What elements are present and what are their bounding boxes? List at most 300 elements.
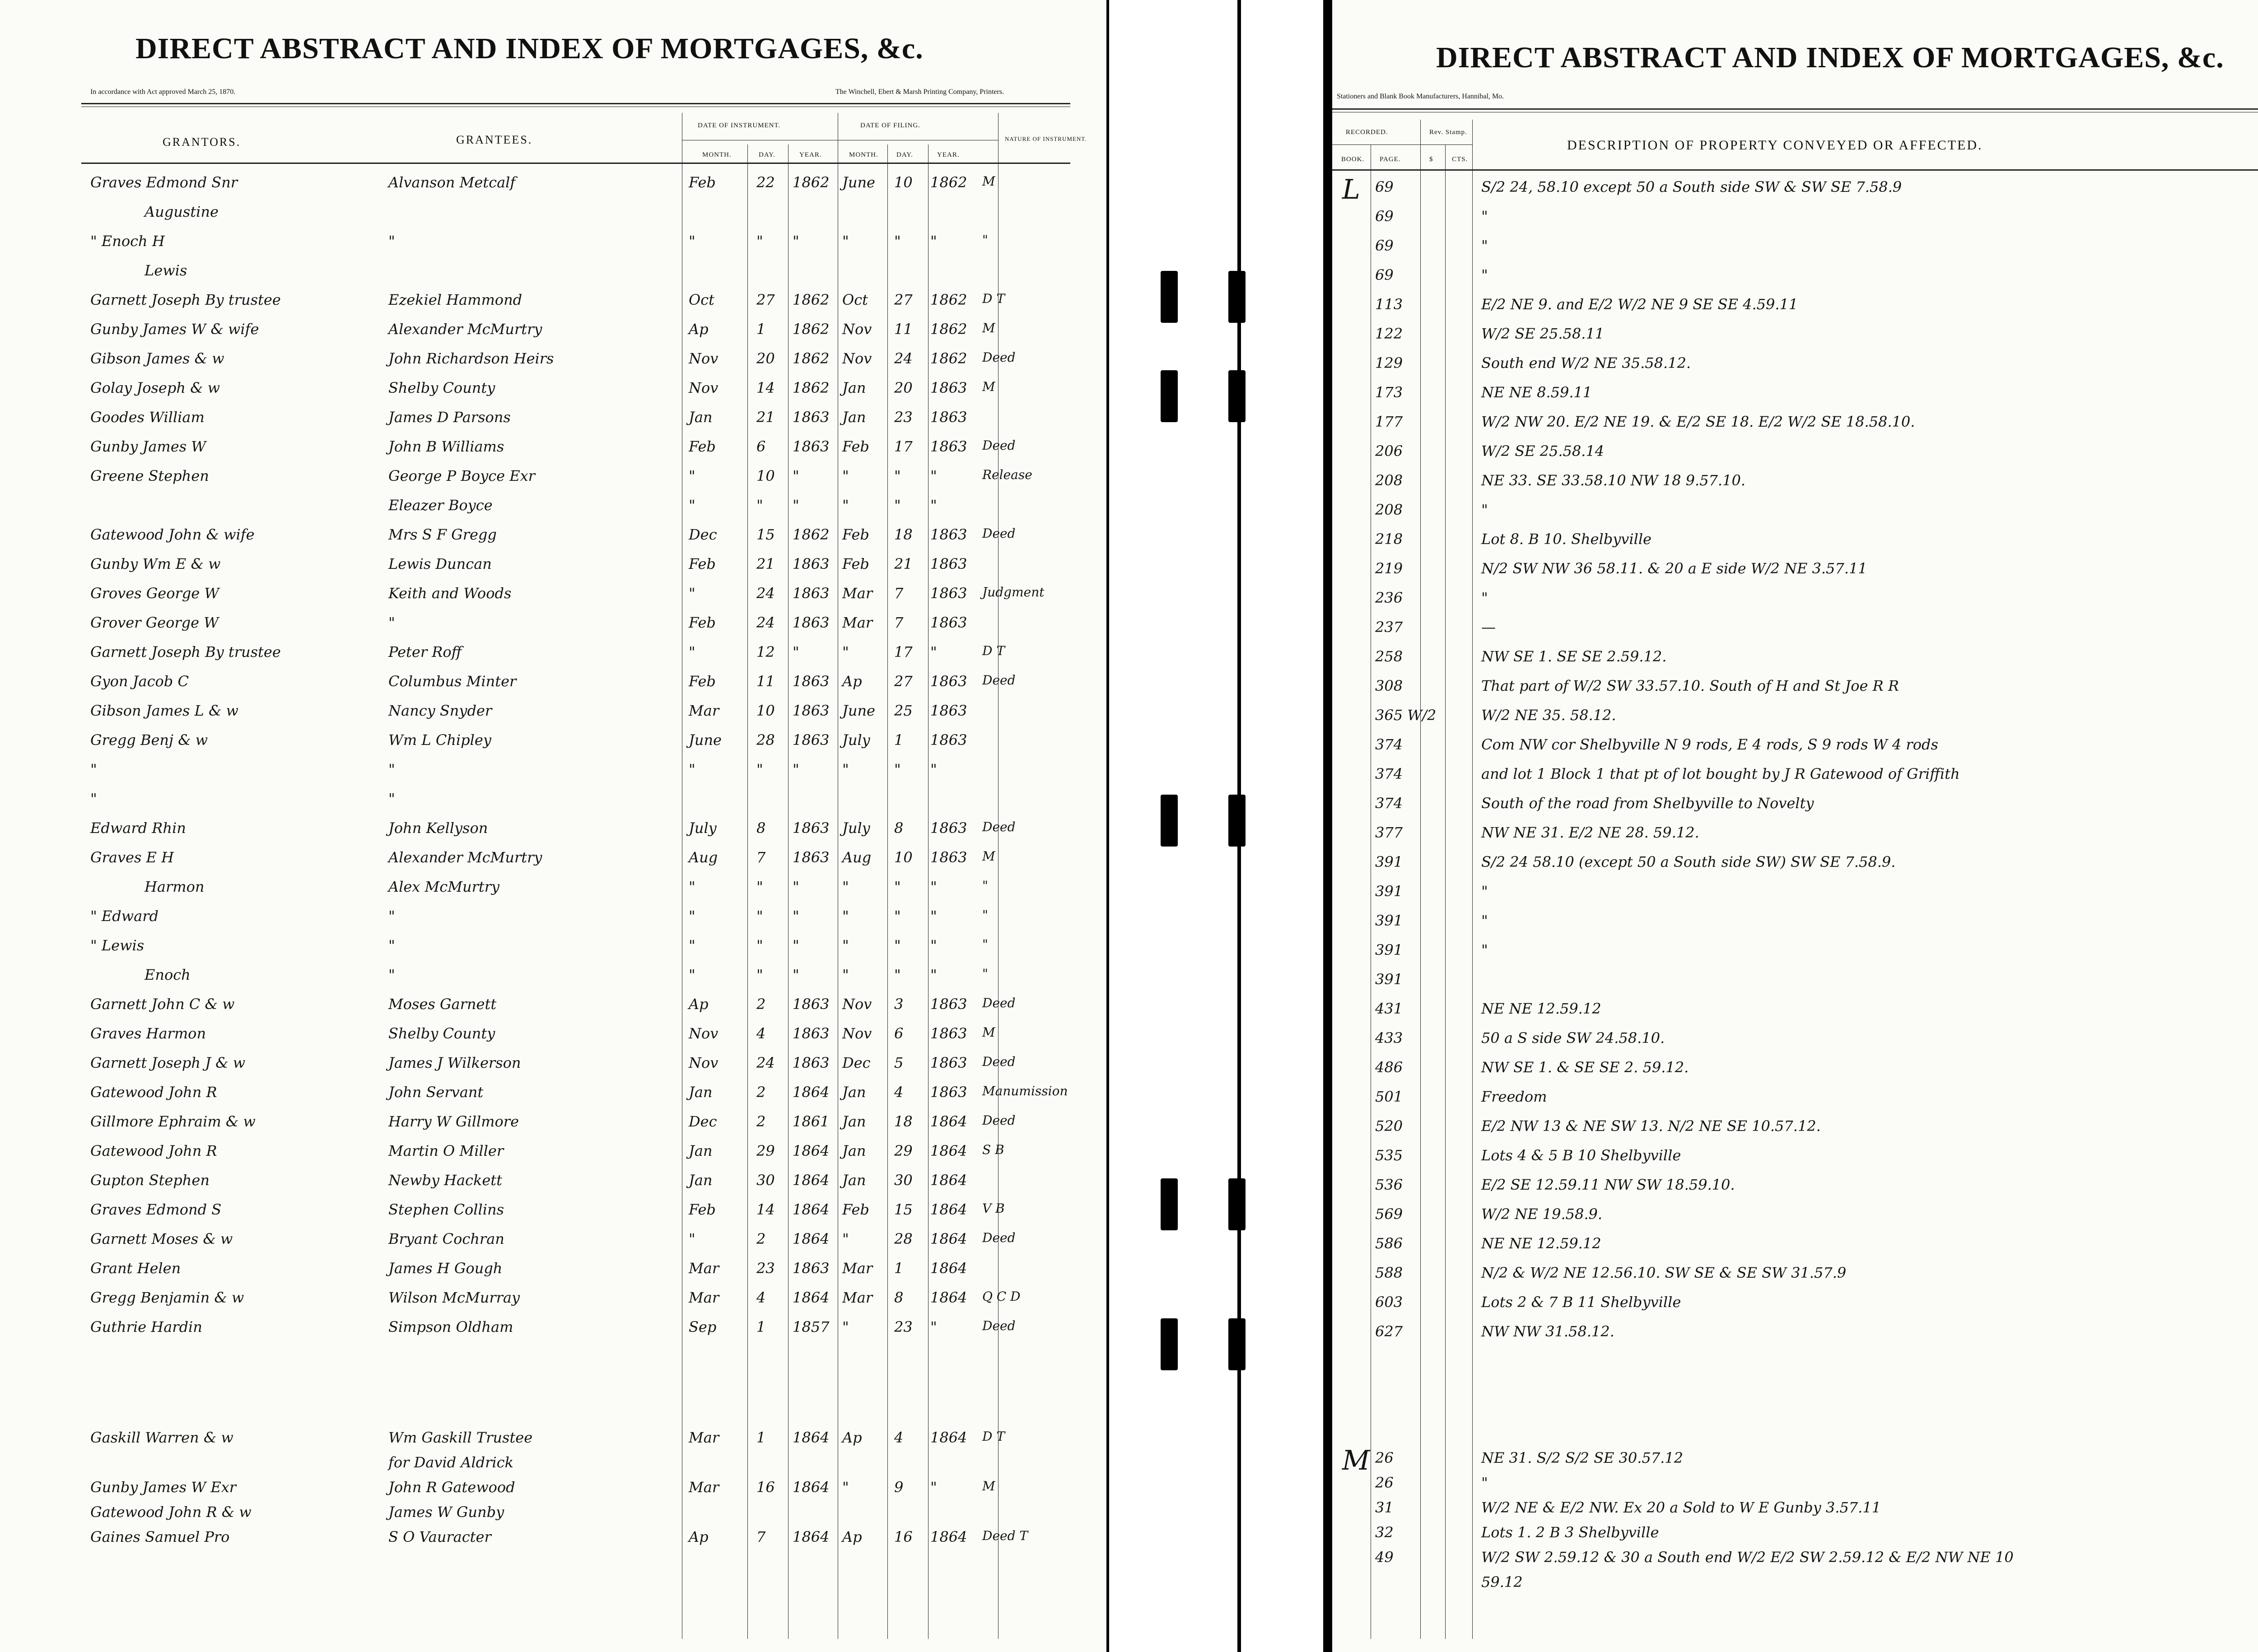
property-description-cell: " xyxy=(1481,883,1488,900)
instrument-day-cell: " xyxy=(756,966,763,983)
filing-day-cell: 23 xyxy=(894,409,913,426)
instrument-day-cell: 21 xyxy=(756,555,775,572)
filing-month-cell: Nov xyxy=(842,1025,872,1042)
instrument-day-cell: 1 xyxy=(756,1429,766,1446)
grantee-cell: James W Gunby xyxy=(388,1503,504,1521)
recorded-page-cell: 69 xyxy=(1375,266,1394,284)
instrument-month-cell: Jan xyxy=(689,1172,713,1189)
filing-day-cell: 20 xyxy=(894,379,913,396)
grantee-cell: Alexander McMurtry xyxy=(388,849,542,866)
instrument-month-cell: Jan xyxy=(689,1142,713,1159)
property-description-cell: W/2 NE & E/2 NW. Ex 20 a Sold to W E Gunby 3.57.11 xyxy=(1481,1499,1881,1516)
left-page-title: DIRECT ABSTRACT AND INDEX OF MORTGAGES, &c. xyxy=(135,32,924,65)
grantor-cell: Gatewood John & wife xyxy=(90,526,255,543)
instrument-day-cell: 10 xyxy=(756,467,775,484)
filing-day-cell: 1 xyxy=(894,1260,904,1277)
grantee-cell: Martin O Miller xyxy=(388,1142,504,1159)
instrument-day-cell: 12 xyxy=(756,643,775,661)
day-header: DAY. xyxy=(759,151,775,158)
recorded-page-cell: 122 xyxy=(1375,325,1403,342)
property-description-cell: Lots 2 & 7 B 11 Shelbyville xyxy=(1481,1294,1681,1311)
instrument-year-cell: 1863 xyxy=(793,673,830,690)
recorded-page-cell: 586 xyxy=(1375,1235,1403,1252)
instrument-day-cell: " xyxy=(756,761,763,778)
filing-month-cell: Dec xyxy=(842,1054,871,1071)
grantor-cell: Garnett Joseph By trustee xyxy=(90,643,281,661)
filing-month-cell: " xyxy=(842,966,849,983)
property-description-cell: and lot 1 Block 1 that pt of lot bought by J R Gatewood of Griffith xyxy=(1481,765,1960,782)
book-letter-l: L xyxy=(1342,174,1360,205)
instrument-day-cell: 20 xyxy=(756,350,775,367)
filing-month-cell: Feb xyxy=(842,438,869,455)
filing-year-cell: 1863 xyxy=(930,702,967,719)
grantee-cell: Eleazer Boyce xyxy=(388,497,493,514)
filing-year-cell: 1864 xyxy=(930,1528,967,1545)
filing-month-cell: Mar xyxy=(842,1260,873,1277)
filing-day-cell: 7 xyxy=(894,585,904,602)
grantee-cell: Mrs S F Gregg xyxy=(388,526,497,543)
property-description-cell: W/2 NW 20. E/2 NE 19. & E/2 SE 18. E/2 W/2 SE 18.58.10. xyxy=(1481,413,1915,430)
property-description-cell: " xyxy=(1481,501,1488,518)
instrument-year-cell: 1864 xyxy=(793,1479,830,1496)
property-description-cell: That part of W/2 SW 33.57.10. South of H and St Joe R R xyxy=(1481,677,1899,694)
instrument-day-cell: 24 xyxy=(756,614,775,631)
recorded-page-cell: 258 xyxy=(1375,648,1403,665)
grantee-cell: John Kellyson xyxy=(388,819,488,837)
year2-header: YEAR. xyxy=(937,151,960,158)
recorded-page-cell: 69 xyxy=(1375,237,1394,254)
instrument-day-cell: 14 xyxy=(756,379,775,396)
filing-month-cell: Jan xyxy=(842,379,866,396)
nature-cell: D T xyxy=(982,1429,1005,1444)
property-description-cell: " xyxy=(1481,266,1488,284)
property-description-cell: Com NW cor Shelbyville N 9 rods, E 4 rods, S 9 rods W 4 rods xyxy=(1481,736,1938,753)
instrument-year-cell: 1863 xyxy=(793,438,830,455)
grantee-cell: Lewis Duncan xyxy=(388,555,492,572)
instrument-day-cell: " xyxy=(756,497,763,514)
binding-hole xyxy=(1228,795,1246,847)
filing-year-cell: 1862 xyxy=(930,291,967,308)
property-description-cell: N/2 SW NW 36 58.11. & 20 a E side W/2 NE 3.57.11 xyxy=(1481,560,1867,577)
filing-month-cell: Feb xyxy=(842,555,869,572)
grantee-cell: " xyxy=(388,614,395,631)
recorded-page-cell: 391 xyxy=(1375,853,1403,870)
filing-day-cell: " xyxy=(894,497,901,514)
instrument-day-cell: 7 xyxy=(756,1528,766,1545)
property-description-cell: Lots 4 & 5 B 10 Shelbyville xyxy=(1481,1147,1681,1164)
instrument-day-cell: 27 xyxy=(756,291,775,308)
filing-month-cell: Feb xyxy=(842,526,869,543)
recorded-page-cell: 218 xyxy=(1375,531,1403,548)
nature-cell: M xyxy=(982,1479,995,1494)
filing-month-cell: Jan xyxy=(842,409,866,426)
filing-month-cell: Jan xyxy=(842,1113,866,1130)
filing-year-cell: 1863 xyxy=(930,731,967,749)
filing-day-cell: " xyxy=(894,937,901,954)
instrument-year-cell: 1864 xyxy=(793,1142,830,1159)
instrument-day-cell: 11 xyxy=(756,673,775,690)
instrument-month-cell: Nov xyxy=(689,1054,718,1071)
col-divider xyxy=(1472,120,1473,1639)
instrument-year-cell: 1863 xyxy=(793,849,830,866)
instrument-day-cell: 28 xyxy=(756,731,775,749)
grantee-cell: Shelby County xyxy=(388,379,495,396)
page-edge xyxy=(1106,0,1109,1652)
property-description-cell: W/2 SW 2.59.12 & 30 a South end W/2 E/2 SW 2.59.12 & E/2 NW NE 10 xyxy=(1481,1549,2014,1566)
filing-month-cell: Nov xyxy=(842,321,872,338)
filing-day-cell: 10 xyxy=(894,174,913,191)
property-description-cell: South of the road from Shelbyville to Novelty xyxy=(1481,795,1814,812)
filing-year-cell: " xyxy=(930,643,937,661)
page-header: PAGE. xyxy=(1380,156,1401,163)
grantee-cell: Peter Roff xyxy=(388,643,462,661)
filing-day-cell: 6 xyxy=(894,1025,904,1042)
binding-hole xyxy=(1161,370,1178,422)
instrument-month-cell: Feb xyxy=(689,614,716,631)
filing-month-cell: Mar xyxy=(842,1289,873,1306)
instrument-day-cell: " xyxy=(756,937,763,954)
instrument-year-cell: 1864 xyxy=(793,1230,830,1247)
instrument-month-cell: " xyxy=(689,233,695,250)
filing-year-cell: " xyxy=(930,878,937,895)
grantor-cell: " xyxy=(90,761,97,778)
instrument-day-cell: 16 xyxy=(756,1479,775,1496)
grantor-cell: Harmon xyxy=(145,878,205,895)
grantee-cell: Wm Gaskill Trustee xyxy=(388,1429,533,1446)
instrument-year-cell: 1862 xyxy=(793,174,830,191)
grantee-cell: Simpson Oldham xyxy=(388,1318,513,1336)
nature-cell: M xyxy=(982,849,995,864)
instrument-month-cell: " xyxy=(689,937,695,954)
property-description-cell: Lots 1. 2 B 3 Shelbyville xyxy=(1481,1524,1659,1541)
property-description-cell: NE NE 12.59.12 xyxy=(1481,1235,1601,1252)
binding-hole xyxy=(1161,1178,1178,1230)
instrument-day-cell: 24 xyxy=(756,585,775,602)
book-header: BOOK. xyxy=(1341,156,1365,163)
recorded-page-cell: 208 xyxy=(1375,472,1403,489)
nature-cell: Deed xyxy=(982,673,1016,688)
instrument-year-cell: 1863 xyxy=(793,1260,830,1277)
filing-month-cell: " xyxy=(842,878,849,895)
grantor-cell: Garnett Joseph By trustee xyxy=(90,291,281,308)
column-header-rule xyxy=(81,163,1070,164)
instrument-day-cell: 23 xyxy=(756,1260,775,1277)
book-letter-m: M xyxy=(1342,1445,1370,1476)
filing-month-cell: Ap xyxy=(842,673,862,690)
grantor-cell: Graves Edmond Snr xyxy=(90,174,238,191)
filing-year-cell: 1864 xyxy=(930,1113,967,1130)
grantee-cell: Stephen Collins xyxy=(388,1201,504,1218)
instrument-year-cell: 1864 xyxy=(793,1172,830,1189)
filing-day-cell: 23 xyxy=(894,1318,913,1336)
nature-cell: Deed T xyxy=(982,1528,1028,1543)
act-note: In accordance with Act approved March 25, 1870. xyxy=(90,88,236,96)
filing-year-cell: 1863 xyxy=(930,849,967,866)
nature-cell: Judgment xyxy=(982,585,1045,600)
recorded-page-cell: 569 xyxy=(1375,1205,1403,1223)
property-description-cell: NE 33. SE 33.58.10 NW 18 9.57.10. xyxy=(1481,472,1745,489)
instrument-year-cell: 1862 xyxy=(793,350,830,367)
recorded-page-cell: 433 xyxy=(1375,1029,1403,1047)
filing-month-cell: " xyxy=(842,643,849,661)
grantor-cell: Gibson James L & w xyxy=(90,702,238,719)
instrument-day-cell: " xyxy=(756,907,763,925)
nature-cell: " xyxy=(982,937,988,952)
instrument-day-cell: 14 xyxy=(756,1201,775,1218)
date-filing-header: DATE OF FILING. xyxy=(860,122,920,129)
property-description-cell: NW SE 1. & SE SE 2. 59.12. xyxy=(1481,1059,1689,1076)
instrument-month-cell: Feb xyxy=(689,1201,716,1218)
property-description-cell: W/2 NE 19.58.9. xyxy=(1481,1205,1603,1223)
instrument-month-cell: Feb xyxy=(689,555,716,572)
grantees-header: GRANTEES. xyxy=(456,133,533,146)
filing-day-cell: 27 xyxy=(894,291,913,308)
grantors-header: GRANTORS. xyxy=(163,135,241,149)
col-divider xyxy=(1420,120,1421,1639)
recorded-page-cell: 236 xyxy=(1375,589,1403,606)
grantor-cell: Guthrie Hardin xyxy=(90,1318,202,1336)
instrument-month-cell: Sep xyxy=(689,1318,717,1336)
filing-year-cell: " xyxy=(930,937,937,954)
filing-day-cell: 8 xyxy=(894,819,904,837)
filing-year-cell: 1864 xyxy=(930,1172,967,1189)
filing-day-cell: 8 xyxy=(894,1289,904,1306)
nature-cell: " xyxy=(982,878,988,893)
filing-month-cell: July xyxy=(842,819,870,837)
recorded-page-cell: 32 xyxy=(1375,1524,1394,1541)
instrument-month-cell: Dec xyxy=(689,526,717,543)
instrument-month-cell: Jan xyxy=(689,409,713,426)
instrument-year-cell: 1863 xyxy=(793,409,830,426)
instrument-day-cell: 2 xyxy=(756,1113,766,1130)
grantee-cell: " xyxy=(388,966,395,983)
property-description-cell: 50 a S side SW 24.58.10. xyxy=(1481,1029,1665,1047)
nature-cell: M xyxy=(982,1025,995,1040)
filing-year-cell: 1862 xyxy=(930,321,967,338)
filing-day-cell: 5 xyxy=(894,1054,904,1071)
instrument-year-cell: 1864 xyxy=(793,1084,830,1101)
filing-year-cell: " xyxy=(930,907,937,925)
year-header: YEAR. xyxy=(799,151,822,158)
instrument-year-cell: 1862 xyxy=(793,379,830,396)
instrument-month-cell: " xyxy=(689,643,695,661)
property-description-cell: NE NE 12.59.12 xyxy=(1481,1000,1601,1017)
property-description-cell: N/2 & W/2 NE 12.56.10. SW SE & SE SW 31.57.9 xyxy=(1481,1264,1847,1281)
filing-year-cell: 1862 xyxy=(930,350,967,367)
description-header: DESCRIPTION OF PROPERTY CONVEYED OR AFFECTED. xyxy=(1567,138,1983,153)
instrument-day-cell: 4 xyxy=(756,1025,766,1042)
recorded-page-cell: 486 xyxy=(1375,1059,1403,1076)
filing-day-cell: 24 xyxy=(894,350,913,367)
nature-cell: Release xyxy=(982,467,1032,482)
grantor-cell: " Edward xyxy=(90,907,159,925)
filing-year-cell: 1864 xyxy=(930,1142,967,1159)
binding-hole xyxy=(1228,1178,1246,1230)
instrument-day-cell: 24 xyxy=(756,1054,775,1071)
recorded-page-cell: 365 W/2 xyxy=(1375,707,1437,724)
instrument-day-cell: 21 xyxy=(756,409,775,426)
filing-month-cell: Jan xyxy=(842,1084,866,1101)
grantor-cell: Gunby Wm E & w xyxy=(90,555,221,572)
grantor-cell: " Lewis xyxy=(90,937,145,954)
property-description-cell: " xyxy=(1481,1474,1488,1491)
grantee-cell: S O Vauracter xyxy=(388,1528,491,1545)
instrument-month-cell: Mar xyxy=(689,1289,719,1306)
grantee-cell: Bryant Cochran xyxy=(388,1230,504,1247)
property-description-cell: — xyxy=(1481,619,1496,636)
instrument-month-cell: Feb xyxy=(689,673,716,690)
grantor-cell: Gaskill Warren & w xyxy=(90,1429,233,1446)
filing-year-cell: " xyxy=(930,1318,937,1336)
instrument-month-cell: Oct xyxy=(689,291,715,308)
nature-cell: D T xyxy=(982,643,1005,658)
grantor-cell: " xyxy=(90,790,97,807)
filing-year-cell: 1863 xyxy=(930,819,967,837)
filing-month-cell: Nov xyxy=(842,996,872,1013)
header-rule xyxy=(1332,108,2258,110)
instrument-month-cell: " xyxy=(689,878,695,895)
filing-month-cell: June xyxy=(842,174,875,191)
recorded-page-cell: 237 xyxy=(1375,619,1403,636)
instrument-year-cell: 1862 xyxy=(793,291,830,308)
month2-header: MONTH. xyxy=(849,151,878,158)
recorded-page-cell: 113 xyxy=(1375,296,1403,313)
property-description-cell: 59.12 xyxy=(1481,1573,1523,1591)
grantor-cell: Gunby James W xyxy=(90,438,206,455)
recorded-page-cell: 26 xyxy=(1375,1474,1394,1491)
instrument-year-cell: 1862 xyxy=(793,321,830,338)
filing-day-cell: 18 xyxy=(894,526,913,543)
filing-month-cell: " xyxy=(842,1230,849,1247)
recorded-page-cell: 535 xyxy=(1375,1147,1403,1164)
filing-year-cell: 1863 xyxy=(930,673,967,690)
property-description-cell: E/2 SE 12.59.11 NW SW 18.59.10. xyxy=(1481,1176,1735,1193)
filing-day-cell: 27 xyxy=(894,673,913,690)
instrument-month-cell: " xyxy=(689,585,695,602)
filing-year-cell: 1863 xyxy=(930,1054,967,1071)
property-description-cell: NW SE 1. SE SE 2.59.12. xyxy=(1481,648,1667,665)
binding-hole xyxy=(1161,271,1178,323)
filing-month-cell: Jan xyxy=(842,1142,866,1159)
recorded-page-cell: 391 xyxy=(1375,883,1403,900)
col-divider xyxy=(1445,144,1446,1639)
nature-cell: Deed xyxy=(982,1318,1016,1333)
grantor-cell: Grant Helen xyxy=(90,1260,181,1277)
filing-day-cell: 3 xyxy=(894,996,904,1013)
filing-month-cell: Oct xyxy=(842,291,868,308)
filing-month-cell: Jan xyxy=(842,1172,866,1189)
filing-year-cell: 1863 xyxy=(930,1025,967,1042)
binding-hole xyxy=(1228,370,1246,422)
filing-month-cell: " xyxy=(842,467,849,484)
filing-day-cell: 30 xyxy=(894,1172,913,1189)
filing-day-cell: " xyxy=(894,878,901,895)
recorded-page-cell: 520 xyxy=(1375,1117,1403,1135)
instrument-day-cell: 2 xyxy=(756,1084,766,1101)
nature-cell: " xyxy=(982,233,988,247)
instrument-month-cell: Aug xyxy=(689,849,718,866)
nature-cell: S B xyxy=(982,1142,1004,1157)
grantee-cell: John Servant xyxy=(388,1084,484,1101)
nature-cell: " xyxy=(982,966,988,981)
nature-cell: Deed xyxy=(982,350,1016,365)
filing-day-cell: 1 xyxy=(894,731,904,749)
cts-header: CTS. xyxy=(1452,156,1468,163)
grantee-cell: " xyxy=(388,937,395,954)
instrument-year-cell: 1863 xyxy=(793,585,830,602)
grantor-cell: Gaines Samuel Pro xyxy=(90,1528,230,1545)
filing-month-cell: Nov xyxy=(842,350,872,367)
recorded-page-cell: 173 xyxy=(1375,384,1403,401)
grantor-cell: Gregg Benj & w xyxy=(90,731,208,749)
recorded-page-cell: 391 xyxy=(1375,941,1403,959)
filing-day-cell: 16 xyxy=(894,1528,913,1545)
grantee-cell: for David Aldrick xyxy=(388,1454,513,1471)
grantee-cell: Ezekiel Hammond xyxy=(388,291,523,308)
grantor-cell: Lewis xyxy=(145,262,187,279)
instrument-day-cell: " xyxy=(756,878,763,895)
instrument-year-cell: 1864 xyxy=(793,1528,830,1545)
nature-cell: V B xyxy=(982,1201,1005,1216)
grantor-cell: Gillmore Ephraim & w xyxy=(90,1113,256,1130)
filing-year-cell: " xyxy=(930,761,937,778)
grantee-cell: Wm L Chipley xyxy=(388,731,491,749)
stationer-note: Stationers and Blank Book Manufacturers, Hannibal, Mo. xyxy=(1337,93,1504,100)
instrument-year-cell: " xyxy=(793,467,799,484)
filing-day-cell: 9 xyxy=(894,1479,904,1496)
recorded-page-cell: 208 xyxy=(1375,501,1403,518)
filing-year-cell: " xyxy=(930,966,937,983)
grantor-cell: Gatewood John R xyxy=(90,1142,217,1159)
grantor-cell: Goodes William xyxy=(90,409,205,426)
grantee-cell: " xyxy=(388,233,395,250)
grantee-cell: Nancy Snyder xyxy=(388,702,492,719)
filing-year-cell: 1862 xyxy=(930,174,967,191)
filing-day-cell: 11 xyxy=(894,321,913,338)
grantee-cell: James D Parsons xyxy=(388,409,511,426)
recorded-subrule xyxy=(1332,144,1472,145)
filing-day-cell: 10 xyxy=(894,849,913,866)
instrument-month-cell: Nov xyxy=(689,350,718,367)
grantee-cell: John Richardson Heirs xyxy=(388,350,554,367)
instrument-month-cell: Feb xyxy=(689,174,716,191)
grantee-cell: Shelby County xyxy=(388,1025,495,1042)
nature-cell: Deed xyxy=(982,1113,1016,1128)
grantor-cell: Greene Stephen xyxy=(90,467,209,484)
right-page-title: DIRECT ABSTRACT AND INDEX OF MORTGAGES, &c. xyxy=(1436,41,2224,74)
grantee-cell: Alvanson Metcalf xyxy=(388,174,516,191)
instrument-day-cell: 1 xyxy=(756,321,766,338)
instrument-year-cell: " xyxy=(793,966,799,983)
filing-day-cell: 29 xyxy=(894,1142,913,1159)
nature-cell: Deed xyxy=(982,438,1016,453)
page-edge xyxy=(1323,0,1332,1652)
instrument-month-cell: Ap xyxy=(689,1528,709,1545)
grantee-cell: Columbus Minter xyxy=(388,673,517,690)
instrument-day-cell: 1 xyxy=(756,1318,766,1336)
filing-month-cell: " xyxy=(842,497,849,514)
filing-day-cell: 21 xyxy=(894,555,913,572)
filing-month-cell: Feb xyxy=(842,1201,869,1218)
filing-day-cell: " xyxy=(894,233,901,250)
nature-cell: Deed xyxy=(982,526,1016,541)
rev-stamp-header: Rev. Stamp. xyxy=(1429,129,1467,136)
binding-hole xyxy=(1161,1318,1178,1370)
binding-hole xyxy=(1228,1318,1246,1370)
day2-header: DAY. xyxy=(896,151,913,158)
col-divider xyxy=(887,144,888,1639)
filing-year-cell: 1863 xyxy=(930,438,967,455)
